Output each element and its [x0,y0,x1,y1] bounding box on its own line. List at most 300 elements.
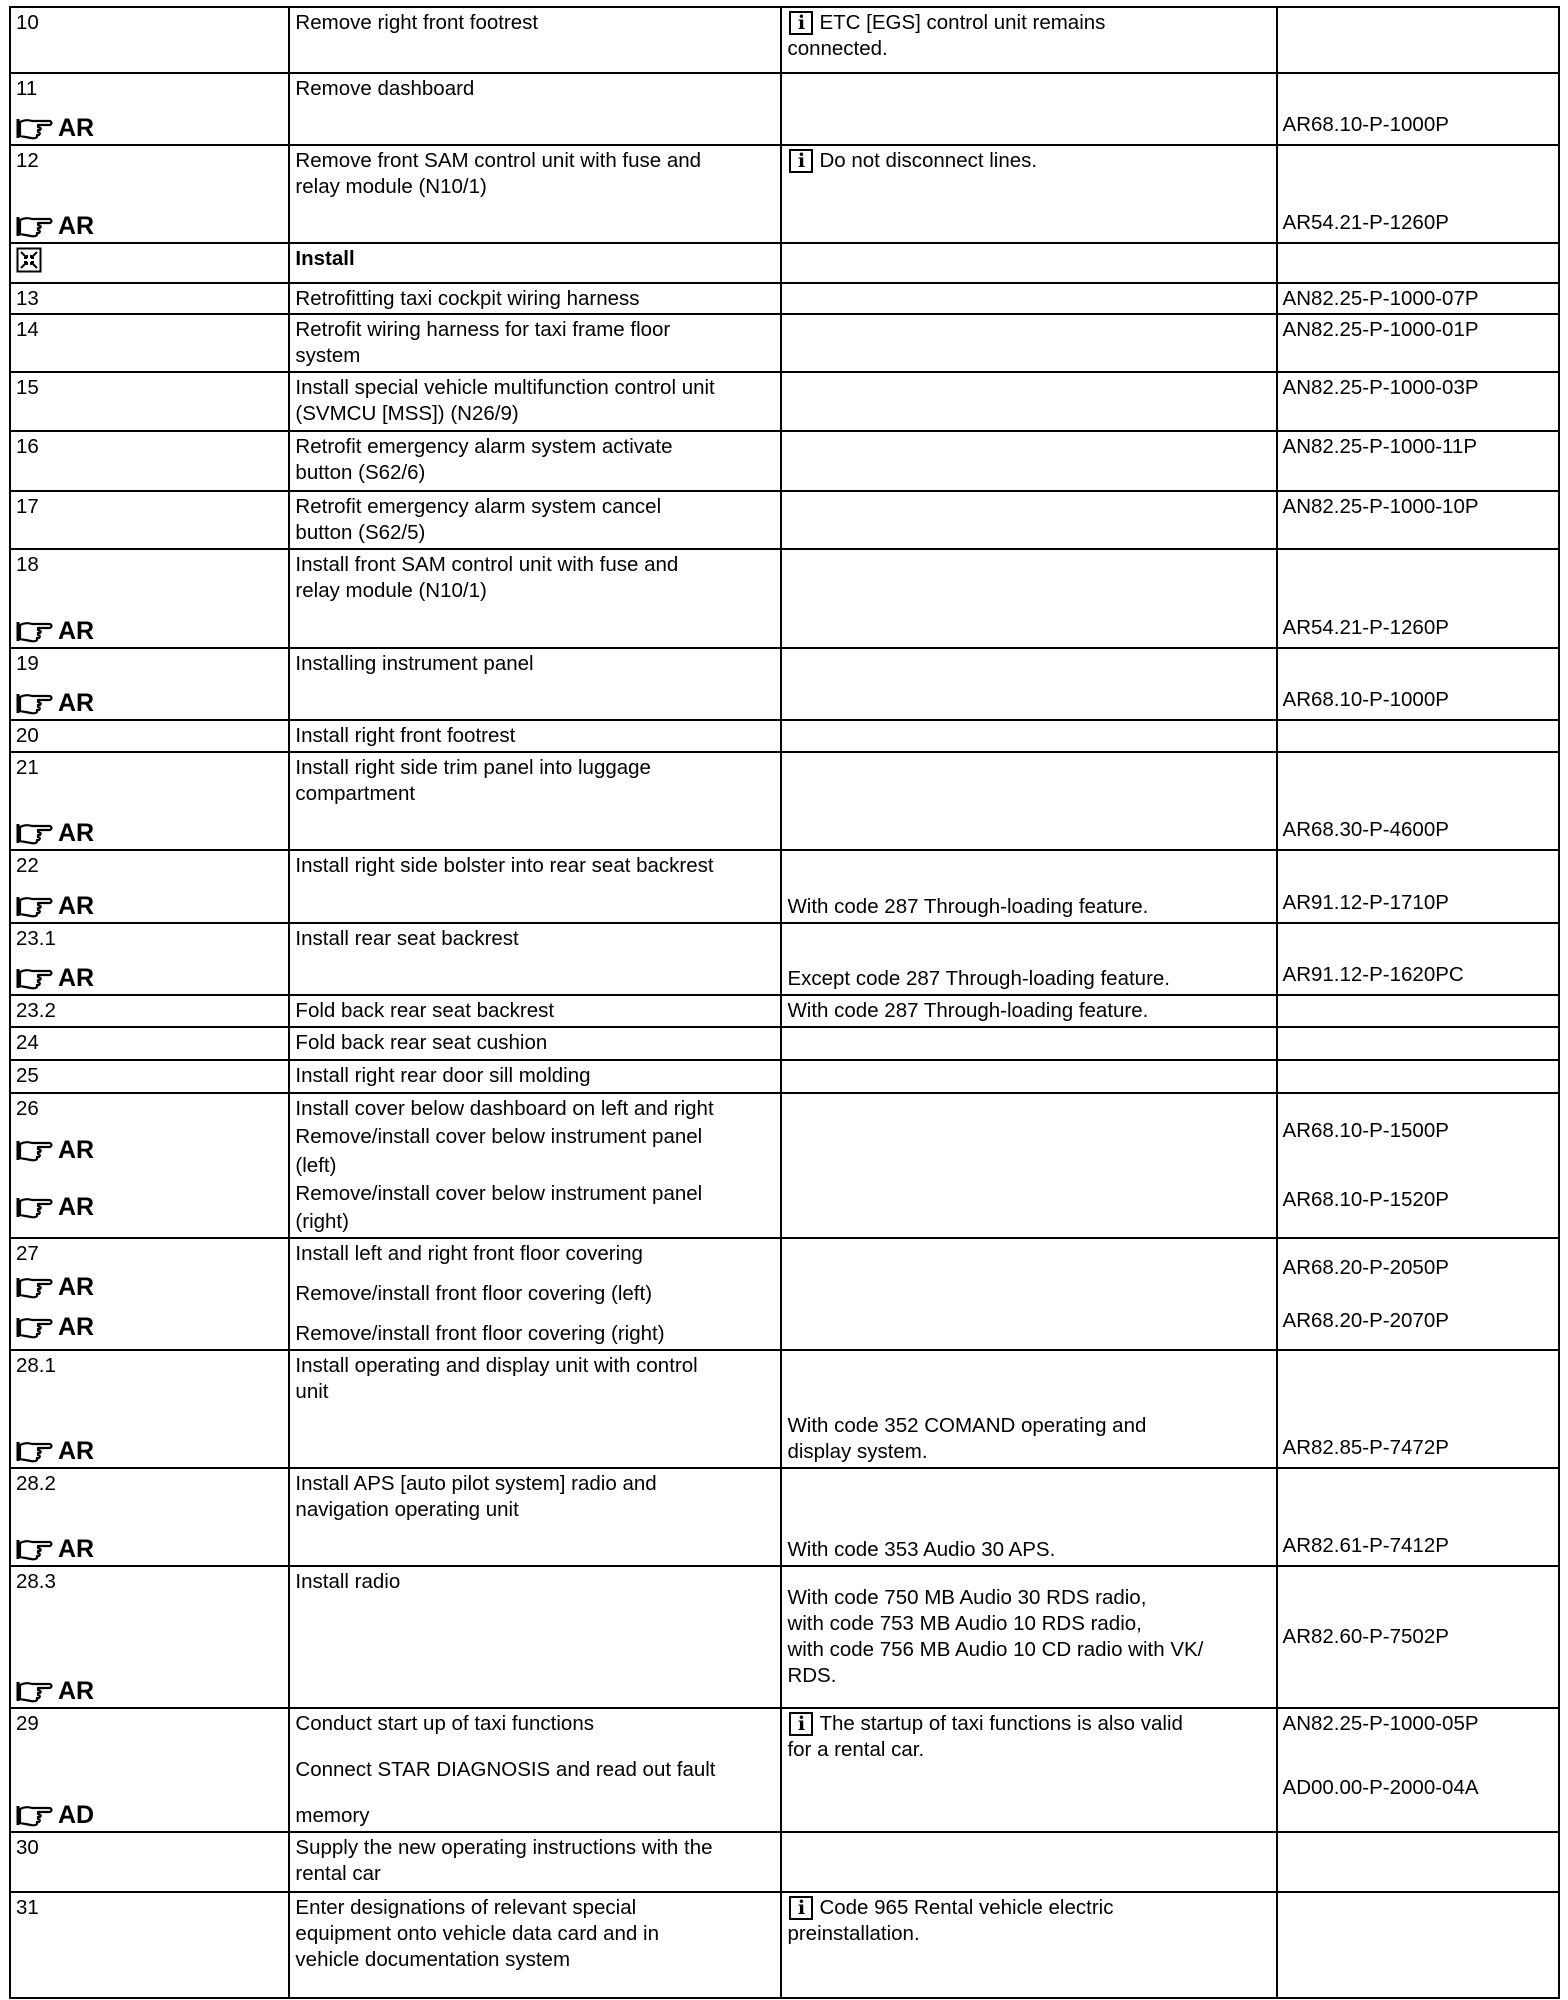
pointing-hand-icon [16,1679,54,1703]
reference-markers [16,892,284,920]
operation-content [290,1833,780,1889]
info-note [787,1711,1271,1737]
table-row [10,1350,1559,1468]
step-content [11,924,288,992]
info-note [787,10,1271,36]
info-note [787,148,1271,174]
marker-label: AR [58,1535,95,1563]
operation-text: (left) [295,1153,337,1177]
operation-content [290,315,780,369]
step-number: 11 [16,77,38,100]
marker-label: AD [58,1801,95,1829]
reference-content [1278,74,1558,142]
reference-markers [16,1677,284,1705]
operation-text: Enter designations of relevant special [295,1896,637,1919]
step-cell [10,1832,289,1892]
ar-reference-marker [16,1313,284,1341]
step-number: 24 [16,1031,39,1054]
operation-cell [289,850,781,923]
note-text: preinstallation. [787,1922,920,1945]
reference-cell [1277,995,1559,1027]
reference-cell [1277,1027,1559,1060]
note-cell [781,923,1276,995]
table-row [10,850,1559,923]
operation-text: Install right side trim panel into luggage [295,756,651,779]
ar-reference-marker [16,1437,284,1465]
reference-markers [16,617,284,645]
operation-cell [289,720,781,752]
step-content [11,1893,288,1995]
note-text: with code 756 MB Audio 10 CD radio with VK/ [787,1638,1204,1661]
table-row [10,648,1559,720]
ar-reference-marker [16,892,284,920]
note-content [782,1709,1275,1829]
marker-label: AR [58,892,95,920]
note-content [782,74,1275,142]
ar-reference-marker [16,212,284,240]
step-number: 26 [16,1097,39,1120]
operation-text: Install rear seat backrest [295,927,519,950]
step-number: 29 [16,1712,39,1735]
operation-text: Install special vehicle multifunction control unit [295,376,715,399]
note-content [782,8,1275,70]
reference-cell [1277,243,1559,283]
note-content [782,373,1275,428]
step-cell [10,491,289,549]
table-row [10,752,1559,850]
step-number: 13 [16,287,39,310]
reference-markers [16,212,284,240]
operation-content [290,284,780,311]
step-cell [10,850,289,923]
step-cell [10,372,289,431]
note-content [782,851,1275,920]
reference-cell [1277,1566,1559,1708]
operation-text: unit [295,1380,329,1403]
note-cell [781,283,1276,314]
marker-label: AR [58,617,95,645]
reference-cell [1277,648,1559,720]
note-content [782,721,1275,749]
reference-document: AR68.10-P-1500P [1282,1118,1449,1142]
step-cell [10,1892,289,1998]
step-content [11,284,288,311]
operation-text: Retrofit emergency alarm system cancel [295,495,662,518]
step-number: 12 [16,149,39,172]
step-number: 23.2 [16,999,56,1022]
operation-content [290,1028,780,1057]
note-cell [781,648,1276,720]
reference-cell [1277,1892,1559,1998]
step-cell [10,923,289,995]
step-number: 31 [16,1896,39,1919]
reference-content [1278,1094,1558,1235]
step-cell [10,1027,289,1060]
reference-content [1278,1061,1558,1090]
note-content [782,244,1275,280]
ar-reference-marker [16,964,284,992]
reference-content [1278,649,1558,717]
step-content [11,1567,288,1705]
step-cell [10,1350,289,1468]
step-cell [10,1566,289,1708]
reference-cell [1277,1708,1559,1832]
reference-markers [16,1122,284,1235]
note-content [782,432,1275,488]
reference-document: AR68.10-P-1520P [1282,1188,1449,1212]
reference-content [1278,1239,1558,1347]
note-cell [781,1832,1276,1892]
reference-document: AR68.10-P-1000P [1282,113,1449,136]
reference-cell [1277,372,1559,431]
step-cell [10,1238,289,1350]
operation-content [290,1567,780,1705]
step-content [11,1239,288,1347]
table-row [10,73,1559,145]
operation-text: Remove/install cover below instrument panel [295,1181,703,1205]
ar-reference-marker [16,819,284,847]
operation-text: navigation operating unit [295,1498,519,1521]
operation-content [290,146,780,240]
note-content [782,1567,1275,1705]
note-cell [781,1468,1276,1566]
step-content [11,1709,288,1829]
operation-cell [289,1238,781,1350]
operation-cell [289,923,781,995]
table-row [10,283,1559,314]
operation-cell [289,752,781,850]
pointing-hand-icon [16,966,54,990]
reference-cell [1277,752,1559,850]
reference-content [1278,315,1558,369]
reference-document: AR68.10-P-1000P [1282,688,1449,711]
reference-document: AN82.25-P-1000-11P [1282,435,1478,458]
step-content [11,1094,288,1235]
operation-content [290,851,780,920]
operation-text: Remove/install front floor covering (right) [295,1322,665,1345]
reference-content [1278,432,1558,488]
operation-content [290,1351,780,1465]
operation-text: memory [295,1804,370,1827]
reference-content [1278,373,1558,428]
step-cell [10,995,289,1027]
note-cell [781,752,1276,850]
reference-document: AN82.25-P-1000-05P [1282,1712,1479,1735]
note-content [782,649,1275,717]
reference-cell [1277,283,1559,314]
step-cell [10,73,289,145]
operation-text: Installing instrument panel [295,652,534,675]
reference-content [1278,550,1558,645]
operation-content [290,753,780,847]
reference-cell [1277,145,1559,243]
operation-cell [289,995,781,1027]
reference-content [1278,1469,1558,1563]
note-cell [781,1060,1276,1093]
note-text: for a rental car. [787,1738,925,1761]
operation-text: relay module (N10/1) [295,579,487,602]
step-content [11,1351,288,1465]
note-cell [781,1566,1276,1708]
note-text: With code 287 Through-loading feature. [787,895,1149,918]
reference-content [1278,8,1558,70]
table-row [10,243,1559,283]
table-row [10,491,1559,549]
operation-cell [289,243,781,283]
step-content [11,1469,288,1563]
marker-label: AR [58,964,95,992]
pointing-hand-icon [16,1315,54,1339]
marker-label: AR [58,1313,95,1341]
note-content [782,996,1275,1024]
note-cell [781,995,1276,1027]
table-row [10,1708,1559,1832]
table-row [10,1238,1559,1350]
reference-content [1278,996,1558,1024]
reference-cell [1277,1832,1559,1892]
step-cell [10,1708,289,1832]
operation-text: button (S62/5) [295,521,426,544]
note-cell [781,1892,1276,1998]
reference-cell [1277,1093,1559,1238]
note-content [782,924,1275,992]
step-number: 28.1 [16,1354,56,1377]
note-cell [781,7,1276,73]
operation-text: system [295,344,361,367]
note-content [782,1028,1275,1057]
table-row [10,1892,1559,1998]
operation-content [290,492,780,546]
reference-content [1278,1028,1558,1057]
note-cell [781,73,1276,145]
note-content [782,1094,1275,1235]
reference-markers [16,819,284,847]
operation-content [290,244,780,280]
operation-cell [289,1468,781,1566]
note-cell [781,1350,1276,1468]
table-row [10,145,1559,243]
pointing-hand-icon [16,821,54,845]
reference-document: AR68.20-P-2050P [1282,1255,1449,1279]
pointing-hand-icon [16,214,54,238]
pointing-hand-icon [16,1439,54,1463]
reference-markers [16,1437,284,1465]
operation-text: Install [295,247,355,270]
note-content [782,1239,1275,1347]
step-cell [10,1060,289,1093]
reference-cell [1277,7,1559,73]
reference-content [1278,1709,1558,1829]
step-number: 21 [16,756,39,779]
step-number: 27 [16,1242,39,1265]
note-text: With code 287 Through-loading feature. [787,999,1149,1022]
operation-cell [289,431,781,491]
ar-reference-marker [16,1535,284,1563]
note-content [782,1833,1275,1889]
step-content [11,753,288,847]
step-number: 19 [16,652,39,675]
reference-cell [1277,1060,1559,1093]
reference-cell [1277,720,1559,752]
note-text: display system. [787,1440,928,1463]
table-row [10,1468,1559,1566]
pointing-hand-icon [16,894,54,918]
reference-document: AR54.21-P-1260P [1282,211,1449,234]
note-cell [781,314,1276,372]
marker-label: AR [58,212,95,240]
step-content [11,432,288,488]
operation-content [290,432,780,488]
note-cell [781,145,1276,243]
table-row [10,314,1559,372]
pointing-hand-icon [16,619,54,643]
table-row [10,1060,1559,1093]
reference-document: AR91.12-P-1620PC [1282,963,1464,986]
table-row [10,1832,1559,1892]
operation-content [290,1239,780,1347]
reference-content [1278,924,1558,992]
operation-text: Install radio [295,1570,401,1593]
operation-text: Remove/install cover below instrument panel [295,1125,703,1149]
install-icon [16,247,42,273]
step-cell [10,752,289,850]
reference-document: AD00.00-P-2000-04A [1282,1776,1479,1799]
step-content [11,1061,288,1090]
marker-label: AR [58,819,95,847]
reference-content [1278,284,1558,311]
operation-content [290,373,780,428]
work-steps-document [9,6,1560,1999]
operation-cell [289,1832,781,1892]
marker-label: AR [58,689,95,717]
ar-reference-marker [16,1677,284,1705]
step-cell [10,431,289,491]
step-number: 23.1 [16,927,56,950]
step-number: 17 [16,495,39,518]
table-row [10,1093,1559,1238]
reference-content [1278,492,1558,546]
table-row [10,431,1559,491]
ad-reference-marker [16,1801,284,1829]
operation-content [290,74,780,142]
table-row [10,1027,1559,1060]
step-content [11,74,288,142]
operation-content [290,1893,780,1995]
note-content [782,284,1275,311]
pointing-hand-icon [16,1537,54,1561]
step-content [11,146,288,240]
operation-content [290,721,780,749]
step-cell [10,283,289,314]
note-content [782,146,1275,240]
note-cell [781,1708,1276,1832]
step-number: 28.3 [16,1570,56,1593]
ar-reference-marker [16,114,284,142]
step-cell [10,549,289,648]
operation-content [290,550,780,645]
operation-text: Install operating and display unit with control [295,1354,698,1377]
pointing-hand-icon [16,116,54,140]
step-cell [10,7,289,73]
operation-content [290,649,780,717]
reference-document: AR82.61-P-7412P [1282,1534,1449,1557]
operation-content [290,1094,780,1235]
operation-content [290,1061,780,1090]
step-content [11,996,288,1024]
info-icon: i [789,11,813,35]
table-row [10,923,1559,995]
operation-content [290,1469,780,1563]
reference-document: AN82.25-P-1000-03P [1282,376,1479,399]
operation-cell [289,283,781,314]
marker-label: AR [58,114,95,142]
step-content [11,244,288,280]
reference-content [1278,721,1558,749]
reference-content [1278,1567,1558,1705]
step-cell [10,145,289,243]
reference-document: AR68.20-P-2070P [1282,1308,1449,1332]
note-cell [781,431,1276,491]
reference-cell [1277,1468,1559,1566]
table-row [10,372,1559,431]
operation-text: Fold back rear seat cushion [295,1031,548,1054]
reference-cell [1277,73,1559,145]
marker-label: AR [58,1273,95,1301]
note-cell [781,549,1276,648]
operation-text: Install right rear door sill molding [295,1064,591,1087]
operation-text: Install left and right front floor covering [295,1242,643,1265]
step-cell [10,720,289,752]
pointing-hand-icon [16,1275,54,1299]
reference-cell [1277,549,1559,648]
operation-content [290,1709,780,1829]
step-number: 14 [16,318,39,341]
reference-document: AN82.25-P-1000-10P [1282,495,1479,518]
operation-cell [289,1027,781,1060]
step-cell [10,243,289,283]
operation-text: Retrofit emergency alarm system activate [295,435,673,458]
step-content [11,373,288,428]
operation-content [290,996,780,1024]
reference-content [1278,1351,1558,1465]
reference-document: AR91.12-P-1710P [1282,891,1449,914]
note-cell [781,372,1276,431]
operation-cell [289,1708,781,1832]
note-cell [781,720,1276,752]
reference-document: AR68.30-P-4600P [1282,818,1449,841]
operation-text: Remove/install front floor covering (left) [295,1282,653,1305]
operation-cell [289,1060,781,1093]
reference-document: AR54.21-P-1260P [1282,616,1449,639]
step-number: 18 [16,553,39,576]
ar-reference-marker [16,1273,284,1301]
step-number: 28.2 [16,1472,56,1495]
marker-label: AR [58,1677,95,1705]
operation-text: Install right front footrest [295,724,516,747]
operation-text: Supply the new operating instructions with the [295,1836,713,1859]
ar-reference-marker [16,617,284,645]
reference-document: AR82.85-P-7472P [1282,1436,1449,1459]
operation-cell [289,7,781,73]
reference-content [1278,851,1558,920]
note-content [782,315,1275,369]
pointing-hand-icon [16,1195,54,1219]
operation-text: Fold back rear seat backrest [295,999,555,1022]
note-cell [781,1093,1276,1238]
note-content [782,1893,1275,1995]
operation-text: equipment onto vehicle data card and in [295,1922,659,1945]
operation-content [290,8,780,70]
